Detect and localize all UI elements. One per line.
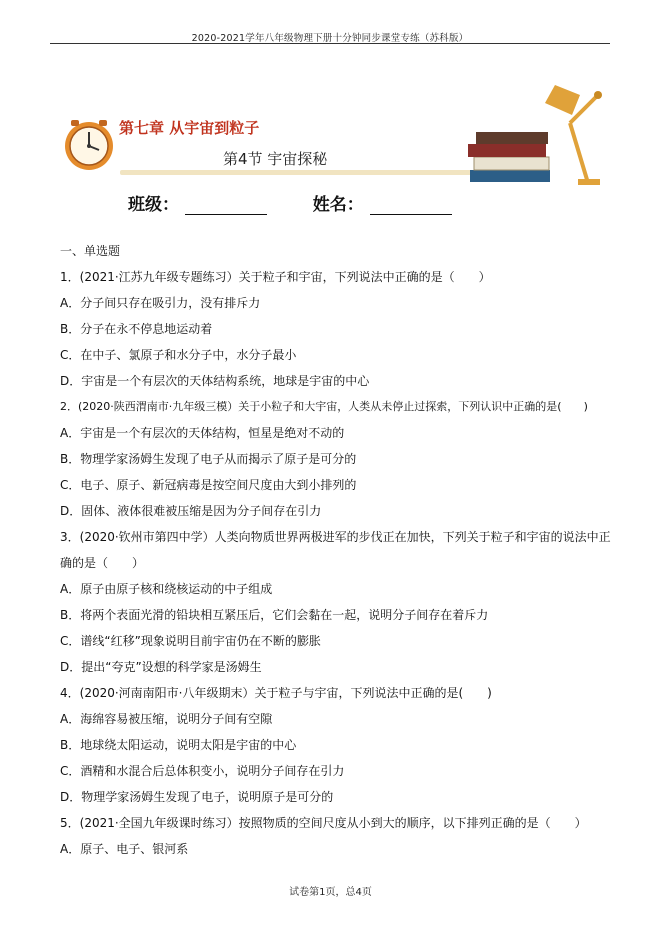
option: C．电子、原子、新冠病毒是按空间尺度由大到小排列的 [60, 478, 357, 492]
option: A．宇宙是一个有层次的天体结构，恒星是绝对不动的 [60, 426, 345, 440]
question-stem: 4．(2020·河南南阳市·八年级期末）关于粒子与宇宙，下列说法中正确的是( ) [60, 686, 492, 700]
name-label: 姓名： [312, 195, 364, 215]
page-footer: 试卷第1页，总4页 [289, 887, 372, 898]
class-label: 班级： [128, 195, 179, 215]
books-lamp-icon [460, 85, 610, 190]
option: B．将两个表面光滑的铅块相互紧压后，它们会黏在一起，说明分子间存在着斥力 [60, 608, 489, 622]
option: A．原子由原子核和绕核运动的中子组成 [60, 582, 273, 596]
running-header: 2020-2021学年八年级物理下册十分钟同步课堂专练（苏科版） [191, 33, 469, 44]
question-stem: 3．(2020·钦州市第四中学）人类向物质世界两极进军的步伐正在加快，下列关于粒子和宇宙的说法中正确的是（ ） [60, 530, 611, 570]
question-stem: 1．(2021·江苏九年级专题练习）关于粒子和宇宙，下列说法中正确的是（ ） [60, 270, 491, 284]
question-stem: 2．(2020·陕西渭南市·九年级三模）关于小粒子和大宇宙，人类从未停止过探索，下列认识中正确的是( ) [60, 400, 588, 413]
option: A．分子间只存在吸引力，没有排斥力 [60, 296, 261, 310]
option: C．在中子、氯原子和水分子中，水分子最小 [60, 348, 297, 362]
question-list [60, 238, 620, 862]
option: D．宇宙是一个有层次的天体结构系统，地球是宇宙的中心 [60, 374, 370, 388]
option: A．原子、电子、银河系 [60, 842, 189, 856]
option: D．物理学家汤姆生发现了电子，说明原子是可分的 [60, 790, 334, 804]
section-title: 第4节 宇宙探秘 [223, 150, 328, 168]
class-blank[interactable] [185, 198, 267, 215]
chapter-title: 第七章 从宇宙到粒子 [119, 119, 260, 137]
option: B．分子在永不停息地运动着 [60, 322, 213, 336]
option: C．谱线“红移”现象说明目前宇宙仍在不断的膨胀 [60, 634, 321, 648]
option: A．海绵容易被压缩，说明分子间有空隙 [60, 712, 273, 726]
option: D．固体、液体很难被压缩是因为分子间存在引力 [60, 504, 322, 518]
name-blank[interactable] [370, 198, 452, 215]
student-info-row [128, 190, 452, 215]
option: C．酒精和水混合后总体积变小，说明分子间存在引力 [60, 764, 345, 778]
header-rule [50, 43, 610, 44]
section-heading: 一、单选题 [60, 244, 121, 258]
question-stem: 5．(2021·全国九年级课时练习）按照物质的空间尺度从小到大的顺序，以下排列正确的是（ ） [60, 816, 587, 830]
clock-icon [63, 120, 115, 172]
option: B．地球绕太阳运动，说明太阳是宇宙的中心 [60, 738, 297, 752]
option: D．提出“夸克”设想的科学家是汤姆生 [60, 660, 262, 674]
option: B．物理学家汤姆生发现了电子从而揭示了原子是可分的 [60, 452, 357, 466]
decorative-bar [120, 170, 510, 175]
